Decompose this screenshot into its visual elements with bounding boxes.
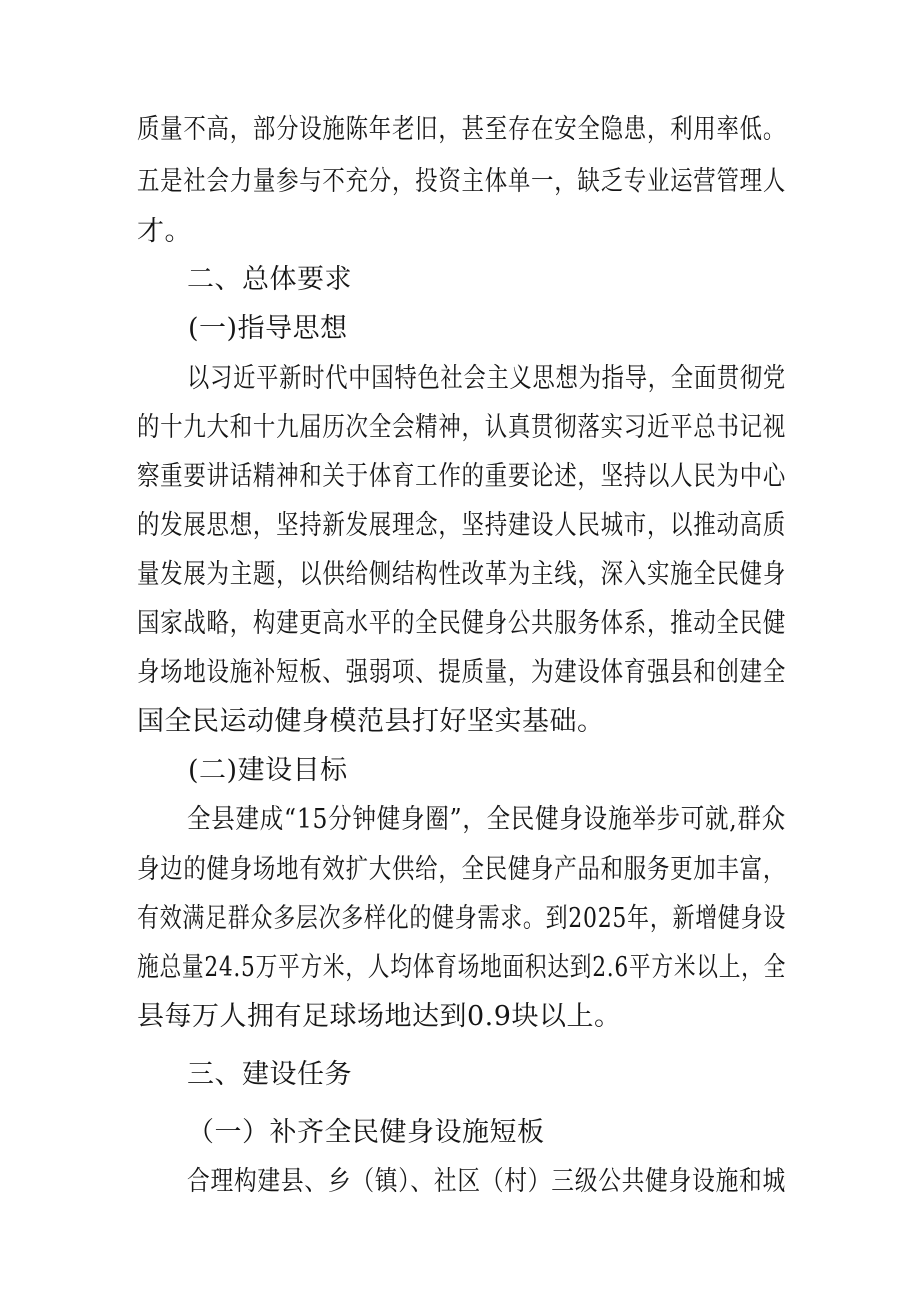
- body-line-17: 合理构建县、乡（镇）、社区（村）三级公共健身设施和城: [187, 1166, 786, 1197]
- body-line-5: 的十九大和十九届历次全会精神，认真贯彻落实习近平总书记视: [137, 412, 787, 443]
- body-line-16: 县每万人拥有足球场地达到0.9块以上。: [137, 1001, 622, 1032]
- subsection-heading-2-2: (二)建设目标: [188, 755, 348, 786]
- body-line-8: 量发展为主题，以供给侧结构性改革为主线，深入实施全民健身: [137, 559, 787, 590]
- body-line-3: 才。: [137, 216, 192, 247]
- body-line-15: 施总量24.5万平方米，人均体育场地面积达到2.6平方米以上，全: [137, 952, 787, 983]
- body-line-13: 身边的健身场地有效扩大供给，全民健身产品和服务更加丰富，: [137, 854, 787, 885]
- body-line-10: 身场地设施补短板、强弱项、提质量，为建设体育强县和创建全: [137, 657, 787, 688]
- section-heading-3: 三、建设任务: [187, 1059, 352, 1090]
- body-line-7: 的发展思想，坚持新发展理念，坚持建设人民城市，以推动高质: [137, 510, 787, 541]
- body-line-1: 质量不高，部分设施陈年老旧，甚至存在安全隐患，利用率低。: [137, 114, 787, 145]
- body-line-12: 全县建成“15分钟健身圈”，全民健身设施举步可就,群众: [187, 804, 787, 835]
- body-line-4: 以习近平新时代中国特色社会主义思想为指导，全面贯彻党: [187, 363, 786, 394]
- body-line-11: 国全民运动健身模范县打好坚实基础。: [137, 706, 605, 737]
- subsection-heading-3-1: （一）补齐全民健身设施短板: [187, 1117, 545, 1148]
- body-line-6: 察重要讲话精神和关于体育工作的重要论述，坚持以人民为中心: [137, 461, 787, 492]
- section-heading-2: 二、总体要求: [187, 264, 352, 295]
- body-line-2: 五是社会力量参与不充分，投资主体单一，缺乏专业运营管理人: [137, 166, 787, 197]
- body-line-14: 有效满足群众多层次多样化的健身需求。到2025年，新增健身设: [137, 903, 787, 934]
- subsection-heading-2-1: (一)指导思想: [188, 313, 348, 344]
- body-line-9: 国家战略，构建更高水平的全民健身公共服务体系，推动全民健: [137, 608, 787, 639]
